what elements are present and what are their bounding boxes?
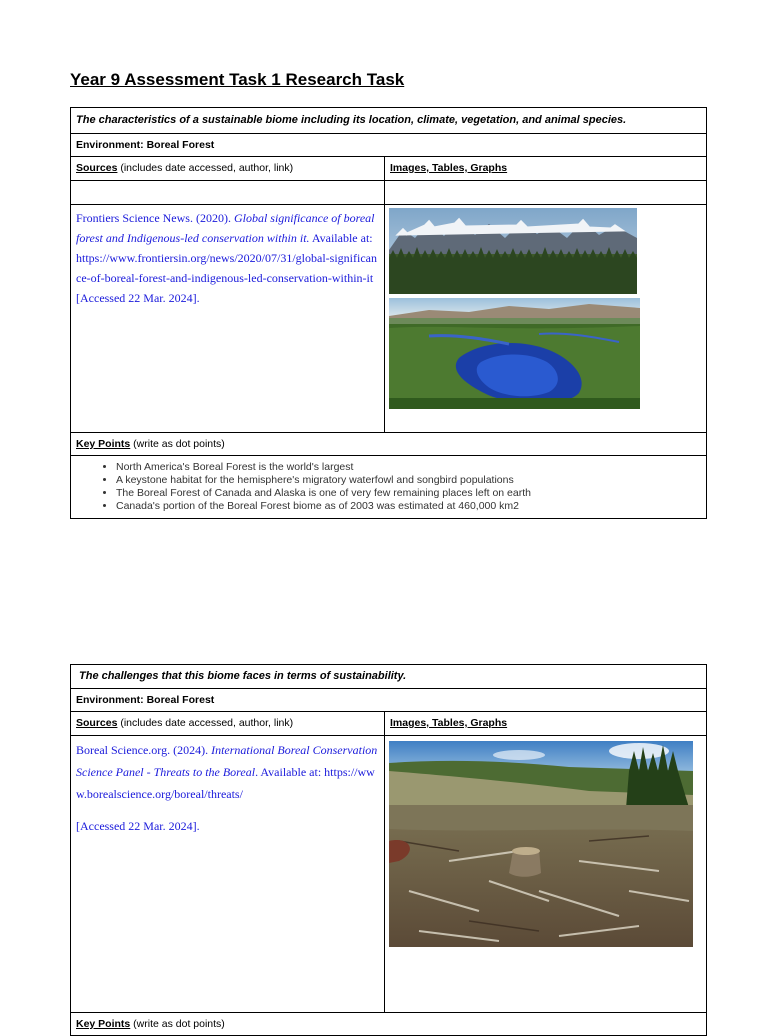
key-points-header	[71, 433, 707, 456]
lake-forest-photo	[389, 298, 640, 409]
key-points-cell	[71, 456, 707, 519]
key-points-label: Key Points	[76, 1018, 131, 1030]
images-column-header	[385, 157, 707, 181]
list-item: • North America's Boreal Forest is the world's largest	[116, 461, 701, 474]
sources-column-header	[71, 157, 385, 181]
citation-author-year: Boreal Science.org. (2024).	[76, 743, 212, 757]
sources-label: Sources	[76, 162, 118, 174]
mountain-forest-photo	[389, 208, 637, 294]
citation-accessed: [Accessed 22 Mar. 2024].	[76, 819, 200, 833]
citation-link[interactable]: Available at: https://www.frontiersin.org/news/2020/07/31/global-significance-of-boreal-forest-and-indigenous-led-conservation-within-it	[76, 231, 377, 285]
images-cell	[385, 736, 707, 1013]
section-header: The characteristics of a sustainable biome including its location, climate, vegetation, and animal species.	[71, 108, 707, 134]
list-item: • A keystone habitat for the hemisphere's migratory waterfowl and songbird populations	[116, 474, 701, 487]
empty-cell	[71, 181, 385, 205]
source-citation	[71, 736, 385, 1013]
key-points-list	[76, 461, 701, 513]
list-item: • Canada's portion of the Boreal Forest biome as of 2003 was estimated at 460,000 km2	[116, 500, 701, 513]
citation-title: Global significance of boreal forest and Indigenous-led conservation within it.	[76, 211, 375, 245]
citation-author-year: Frontiers Science News. (2020).	[76, 211, 234, 225]
citation-title: International Boreal Conservation Science Panel - Threats to the Boreal	[76, 743, 378, 779]
research-table-characteristics	[70, 107, 707, 519]
images-cell	[385, 205, 707, 433]
key-points-note: (write as dot points)	[130, 1018, 225, 1030]
environment-label: Environment: Boreal Forest	[71, 689, 707, 712]
clearcut-forest-photo	[389, 741, 693, 947]
research-table-challenges	[70, 664, 707, 1036]
key-points-note: (write as dot points)	[130, 438, 225, 450]
citation-accessed: [Accessed 22 Mar. 2024].	[76, 291, 200, 305]
images-column-header	[385, 712, 707, 736]
key-points-header	[71, 1013, 707, 1036]
sources-note: (includes date accessed, author, link)	[117, 162, 294, 174]
images-label: Images, Tables, Graphs	[390, 162, 508, 174]
list-item: • The Boreal Forest of Canada and Alaska is one of very few remaining places left on earth	[116, 487, 701, 500]
environment-label: Environment: Boreal Forest	[71, 134, 707, 157]
citation-link[interactable]: . Available at: https://www.borealscience.org/boreal/threats/	[76, 765, 375, 801]
sources-label: Sources	[76, 717, 118, 729]
images-label: Images, Tables, Graphs	[390, 717, 508, 729]
source-citation	[71, 205, 385, 433]
section-header: The challenges that this biome faces in terms of sustainability.	[71, 665, 707, 689]
key-points-label: Key Points	[76, 438, 131, 450]
page-title: Year 9 Assessment Task 1 Research Task	[70, 70, 405, 89]
empty-cell	[385, 181, 707, 205]
sources-column-header	[71, 712, 385, 736]
sources-note: (includes date accessed, author, link)	[117, 717, 294, 729]
